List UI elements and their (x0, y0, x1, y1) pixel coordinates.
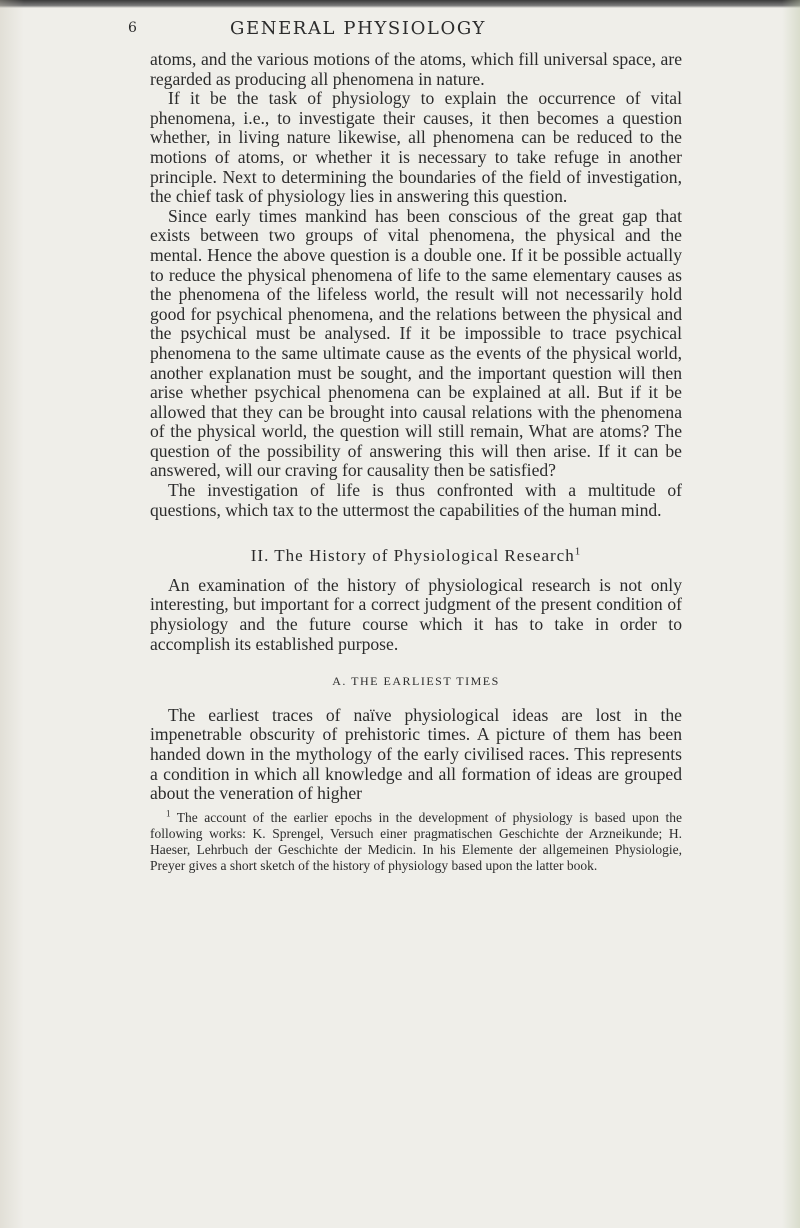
body-text (150, 50, 682, 874)
section-heading-text: II. The History of Physiological Research (250, 546, 575, 566)
paragraph-4: The investigation of life is thus confronted with a multitude of questions, which tax to the uttermost the capabilities of the human mind. (150, 480, 682, 520)
paragraph-2: If it be the task of physiology to explain the occurrence of vital phenomena, i.e., to investigate their causes, it then becomes a question whether, in living nature likewise, all phenomena can be reduced to the motions of atoms, or whether it is necessary to take refuge in another principle. Next to determining the boundaries of the field of investigation, the chief task of physiology lies in answering this question. (150, 88, 682, 207)
page-right-edge (782, 0, 800, 1228)
paragraph-1: atoms, and the various motions of the atoms, which fill universal space, are regarded as producing all phenomena in nature. (150, 49, 682, 89)
page-number: 6 (128, 20, 137, 36)
paragraph-3: Since early times mankind has been conscious of the great gap that exists between two groups of vital phenomena, the physical and the mental. Hence the above question is a double one. If it be possible actually to reduce the physical phenomena of life to the same elementary causes as the phenomena of the lifeless world, the result will not necessarily hold good for psychical phenomena, and the relations between the physical and the psychical must be analysed. If it be impossible to trace psychical phenomena to the same ultimate cause as the events of the physical world, another explanation must be sought, and the important question will then arise whether psychical phenomena can be explained at all. But if it be allowed that they can be brought into causal relations with the phenomena of the physical world, the question will still remain, What are atoms? The question of the possibility of answering this will then arise. If it can be answered, will our craving for causality then be satisfied? (150, 205, 682, 481)
section-paragraph: An examination of the history of physiological research is not only interesting, but important for a correct judgment of the present condition of physiology and the future course which it has to take in order to accomplish its established purpose. (150, 574, 682, 654)
running-head: GENERAL PHYSIOLOGY (230, 18, 486, 39)
footnote (150, 810, 682, 874)
page-left-shadow (0, 0, 24, 1228)
footnote-text: The account of the earlier epochs in the development of physiology is based upon the following works: K. Sprengel, Versuch einer pragmatischen Geschichte der Arzneikunde; H. Haeser, Lehrbuch der Geschichte der Medicin. In his Elemente der allgemeinen Physiologie, Preyer gives a short sketch of the history of physiology based upon the latter book. (150, 809, 682, 873)
subsection-paragraph: The earliest traces of naïve physiological ideas are lost in the impenetrable obscurity of prehistoric times. A picture of them has been handed down in the mythology of the early civilised races. This represents a condition in which all knowledge and all formation of ideas are grouped about the veneration of higher (150, 704, 682, 804)
section-heading (150, 546, 682, 566)
footnote-reference: 1 (574, 545, 582, 558)
page-top-edge (0, 0, 800, 8)
subsection-heading: A. THE EARLIEST TIMES (332, 674, 500, 689)
footnote-mark: 1 (166, 808, 171, 819)
